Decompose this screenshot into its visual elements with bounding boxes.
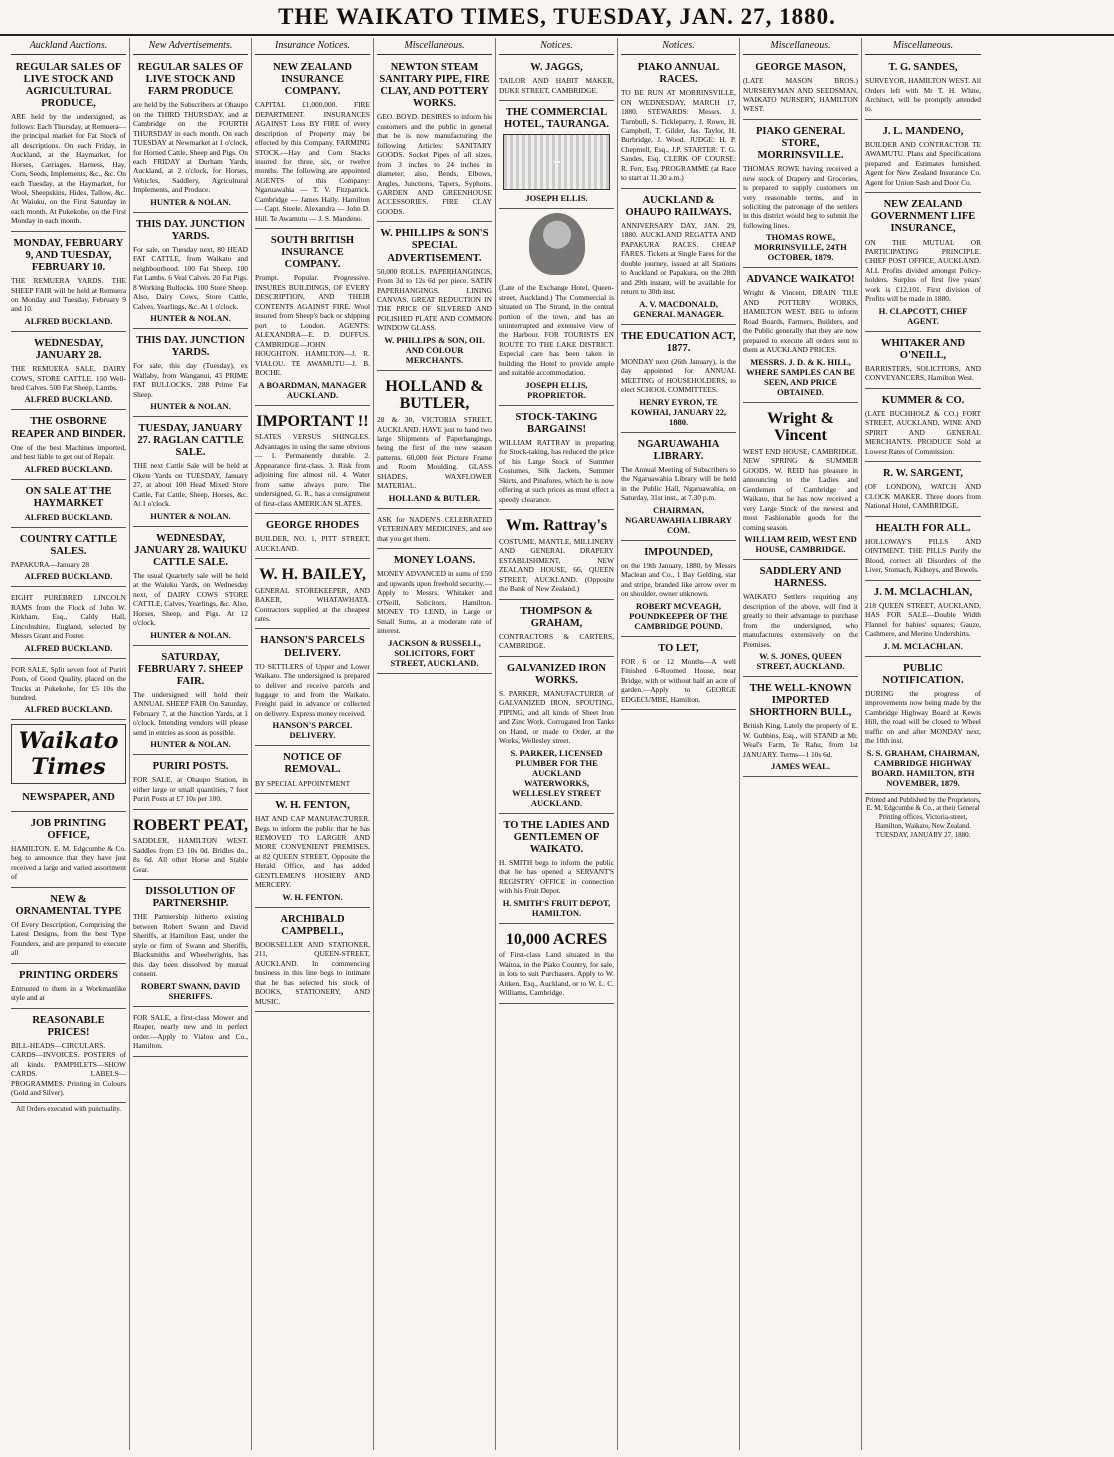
ad-body: WILLIAM RATTRAY in preparing for Stock-taking, has reduced the price of his Large Stock of Summer Costumes, Silk Jackets, Summer Skirts, and Pinafores, which he is now offering at such prices as must effect a speedy clearance. xyxy=(499,437,614,504)
advertisement xyxy=(11,890,126,964)
ad-heading: KUMMER & CO. xyxy=(881,394,965,406)
advertisement xyxy=(133,331,248,417)
ad-body: GENERAL STOREKEEPER, AND BAKER, WHATAWHATA. Contractors supplied at the cheapest rates. xyxy=(255,585,370,623)
ad-body: THE next Cattle Sale will be held at Okete Yards on TUESDAY, January 27, at about 100 Head Mixed Store Cattle, Fat Cattle, Sheep, Horses, &c. At 1 o'clock. xyxy=(133,461,248,509)
ad-body: SLATES VERSUS SHINGLES. Advantages in using the same obvious— 1. Permanently durable. 2. Appearance first-class. 3. Risk from adjoining fire almost nil. 4. Water from same always pure. The undersigned, G. R., has a consignment of first-class AMERICAN SLATES. xyxy=(255,432,370,508)
advertisement xyxy=(11,661,126,721)
advertisement xyxy=(133,1009,248,1057)
column xyxy=(862,38,984,1450)
advertisement xyxy=(743,122,858,268)
advertisement xyxy=(11,412,126,479)
advertisement xyxy=(11,58,126,232)
ad-body: MONEY ADVANCED in sums of £50 and upwards upon freehold security.—Apply to Messrs. Whitaker and O'Neill, Solicitors, Hamilton. MONEY TO LEND, in Large or Small Sums, at a moderate rate of interest. xyxy=(377,569,492,636)
ad-heading: NGARUAWAHIA LIBRARY. xyxy=(637,438,720,462)
advertisement xyxy=(255,516,370,559)
advertisement xyxy=(133,757,248,809)
ad-heading: TO LET, xyxy=(658,642,699,654)
advertisement xyxy=(255,58,370,229)
column-header: Miscellaneous. xyxy=(865,38,981,55)
advertisement xyxy=(377,224,492,370)
ad-signature: HUNTER & NOLAN. xyxy=(150,196,231,207)
ad-signature: W. H. FENTON. xyxy=(282,891,343,902)
advertisement xyxy=(133,58,248,213)
ad-body: DURING the progress of improvements now being made by the Cambridge Highway Board at Kewis Hill, the road will be closed to Wheel traffic on and after MONDAY next, the 10th inst. xyxy=(865,688,981,746)
ad-body: FOR 6 or 12 Months—A well Finished 6-Roomed House, near Bridge, with or without half an acre of garden.—Apply to GEORGE EDGECUMBE, Hamilton. xyxy=(621,656,736,704)
column xyxy=(618,38,740,1450)
ad-heading: HANSON'S PARCELS DELIVERY. xyxy=(260,635,365,659)
waikato-times-banner: Waikato Times xyxy=(11,724,126,784)
advertisement xyxy=(11,234,126,332)
advertisement xyxy=(499,512,614,599)
ad-heading: TO THE LADIES AND GENTLEMEN OF WAIKATO. xyxy=(503,819,610,855)
ad-heading: REASONABLE PRICES! xyxy=(32,1014,105,1038)
ad-body: HAT AND CAP MANUFACTURER. Begs to inform the public that he has REMOVED TO LARGER AND MORE CONVENIENT PREMISES, at 82 QUEEN STREET, Opposite the Herald Office, and has added GENTLEMEN'S HOSIERY AND MERCERY. xyxy=(255,814,370,890)
advertisement xyxy=(377,58,492,222)
ad-body: One of the best Machines imported, and best liable to get out of Repair. xyxy=(11,442,126,462)
column-header: Miscellaneous. xyxy=(743,38,858,55)
advertisement xyxy=(865,659,981,794)
ad-heading: W. PHILLIPS & SON'S SPECIAL ADVERTISEMENT. xyxy=(380,228,489,264)
ad-heading: SOUTH BRITISH INSURANCE COMPANY. xyxy=(270,235,355,271)
ad-body: are held by the Subscribers at Ohaupo on the THIRD THURSDAY, and at Cambridge on the FOURTH THURSDAY in each month. On each TUESDAY at Newmarket at 1 o'clock, for Horned Cattle, Sheep and Pigs. On each FRIDAY at Durham Yards, Auckland, at 2 o'clock, for Horses, Vehicles, Saddlery, Agricultural Implements, and Produce. xyxy=(133,100,248,195)
ad-signature: H. CLAPCOTT, CHIEF AGENT. xyxy=(878,305,968,326)
ad-signature: HOLLAND & BUTLER. xyxy=(388,492,481,503)
ad-signature: ALFRED BUCKLAND. xyxy=(24,704,113,715)
ad-body: FOR SALE, a first-class Mower and Reaper, nearly new and in perfect order.—Apply to Vialou and Co., Hamilton. xyxy=(133,1012,248,1051)
ad-heading: GEORGE MASON, xyxy=(755,62,846,73)
footnote: All Orders executed with punctuality. xyxy=(15,1105,122,1114)
advertisement xyxy=(133,529,248,646)
ad-heading: J. M. MCLACHLAN, xyxy=(873,586,973,598)
ad-signature: ROBERT MCVEAGH, POUNDKEEPER OF THE CAMBRIDGE POUND. xyxy=(629,600,728,631)
advertisement xyxy=(621,435,736,541)
ad-body: BOOKSELLER AND STATIONER, 211, QUEEN-STREET, AUCKLAND. In commencing business in this line begs to intimate that he has selected his stock of BOOKS, STATIONERY, AND MUSIC. xyxy=(255,939,370,1006)
ad-heading: COUNTRY CATTLE SALES. xyxy=(19,533,118,557)
advertisement xyxy=(11,334,126,411)
advertisement xyxy=(621,639,736,710)
ad-heading: Wm. Rattray's xyxy=(505,517,608,535)
ad-heading: ADVANCE WAIKATO! xyxy=(746,274,855,286)
ad-heading: THE COMMERCIAL HOTEL, TAURANGA. xyxy=(504,107,609,131)
ad-heading: MONEY LOANS. xyxy=(393,555,476,567)
ad-body: Entrusted to them in a Workmanlike style and at xyxy=(11,983,126,1003)
ad-heading: HOLLAND & BUTLER, xyxy=(385,377,484,413)
ad-body: FOR SALE, at Ohaupo Station, in either large or small quantities, 7 foot Puriri Posts at £7 10s per 100. xyxy=(133,775,248,804)
advertisement xyxy=(255,231,370,405)
ad-body: BY SPECIAL APPOINTMENT xyxy=(255,778,351,788)
ad-heading: PRINTING ORDERS xyxy=(19,969,118,981)
ad-body: Prompt. Popular. Progressive. INSURES BUILDINGS, OF EVERY DESCRIPTION, AND THEIR CONTENTS AGAINST FIRE. Wool insured from Sheep's back or shipping port to London. AGENTS: ALEXANDRA—E. D. DUFFUS. CAMBRIDGE—JOHN HOUGHTON. HAMILTON—J. R. VIALOU. TE AWAMUTU—J. B. ROCHE. xyxy=(255,273,370,378)
ad-body: (LATE MASON BROS.) NURSERYMAN AND SEEDSMAN, WAIKATO NURSERY, HAMILTON WEST. xyxy=(743,76,858,114)
ad-signature: JAMES WEAL. xyxy=(771,761,830,772)
ad-body: ANNIVERSARY DAY, JAN. 29, 1880. AUCKLAND REGATTA AND PAPAKURA RACES. CHEAP FARES. Tickets at Single Fares for the double journey, issued at all Stations to Auckland or Papakura, on the 28th and 29th instant, will be available for return to 30th inst. xyxy=(621,220,736,297)
advertisement xyxy=(11,966,126,1009)
ad-heading: THIS DAY. JUNCTION YARDS. xyxy=(136,218,245,242)
ad-body: Wright & Vincent, DRAIN TILE AND POTTERY WORKS, HAMILTON WEST. BEG to inform Road Boards, Farmers, Builders, and the Public generally that they are now prepared to execute all orders sent to them at AUCKLAND PRICES. xyxy=(743,288,858,355)
column xyxy=(496,38,618,1450)
ad-heading: AUCKLAND & OHAUPO RAILWAYS. xyxy=(625,194,732,218)
ad-signature: W. S. JONES, QUEEN STREET, AUCKLAND. xyxy=(756,651,845,672)
column-header: New Advertisements. xyxy=(133,38,248,55)
ad-body: ON THE MUTUAL OR PARTICIPATING PRINCIPLE. CHIEF POST OFFICE, AUCKLAND. ALL Profits divided amongst Policy-holders. Surplus of first five years' work is £12,101. First division of Profits will be made in 1880. xyxy=(865,237,981,304)
column xyxy=(252,38,374,1450)
ad-heading: R. W. SARGENT, xyxy=(882,468,964,480)
ad-signature: HANSON'S PARCEL DELIVERY. xyxy=(272,720,353,741)
ad-heading: ROBERT PEAT, xyxy=(133,816,249,834)
ad-body: (OF LONDON), WATCH AND CLOCK MAKER. Three doors from National Hotel, CAMBRIDGE. xyxy=(865,482,981,511)
advertisement xyxy=(499,816,614,924)
ad-heading: NEW & ORNAMENTAL TYPE xyxy=(15,893,122,917)
ad-signature: CHAIRMAN, NGARUAWAHIA LIBRARY COM. xyxy=(625,504,732,535)
ad-body: WEST END HOUSE, CAMBRIDGE. NEW SPRING & SUMMER GOODS. W. REID has pleasure in announcing to the Ladies and Gentlemen of Cambridge and Waikato, that he has now received a very Large Stock of the newest and most Fashionable goods for the coming season. xyxy=(743,446,858,532)
ad-body: The undersigned will hold their ANNUAL SHEEP FAIR On Saturday, February 7, at the Junction Yards, at 1 o'clock. Intending vendors will please send in entries as soon as possible. xyxy=(133,690,248,737)
ad-heading: 10,000 ACRES xyxy=(505,930,608,948)
ad-body: H. SMITH begs to inform the public that he has opened a SERVANT'S REGISTRY OFFICE in connection with his Fruit Depot. xyxy=(499,857,614,896)
illustration-label xyxy=(554,161,560,163)
column-header: Notices. xyxy=(621,38,736,55)
ad-signature: MESSRS. J. D. & K. HILL, WHERE SAMPLES CAN BE SEEN, AND PRICE OBTAINED. xyxy=(746,356,855,397)
ad-heading: NEW ZEALAND GOVERNMENT LIFE INSURANCE, xyxy=(870,199,976,235)
ad-body: SURVEYOR, HAMILTON WEST. All Orders left with Mr T. H. White, Architect, will be promptly attended to. xyxy=(865,76,981,114)
advertisement xyxy=(499,659,614,814)
advertisement xyxy=(499,602,614,657)
ad-body: HOLLOWAY'S PILLS AND OINTMENT. THE PILLS Purify the Blood, correct all Disorders of the Liver, Stomach, Kidneys, and Bowels. xyxy=(865,536,981,575)
column-header: Notices. xyxy=(499,38,614,55)
ad-body: S. PARKER, MANUFACTURER of GALVANIZED IRON, SPOUTING, PIPING, and all kinds of Sheet Iron and Zinc Work. Corrugated Iron Tanks on Hand, or made to Order, at the Works, Wellesley street. xyxy=(499,688,614,746)
ad-heading: PURIRI POSTS. xyxy=(152,761,229,773)
advertisement xyxy=(377,511,492,549)
ad-body: For sale, on Tuesday next, 80 HEAD FAT CATTLE, from Waikato and neighbourhood. 100 Fat Sheep. 100 Fat Lambs. 6 Veal Calves. 20 Fat Pigs. 8 Working Bullocks. 100 Store Sheep. Also, Dairy Cows, Store Cattle, Calves, Yearlings, &c. At 1 o'clock. xyxy=(133,245,248,311)
column xyxy=(740,38,862,1450)
ad-body: PAPAKURA—January 28 xyxy=(11,559,90,569)
ad-body: TAILOR AND HABIT MAKER, DUKE STREET, CAMBRIDGE. xyxy=(499,76,614,95)
ad-signature: S. PARKER, LICENSED PLUMBER FOR THE AUCKLAND WATERWORKS, WELLESLEY STREET AUCKLAND. xyxy=(510,747,603,808)
ad-heading: IMPOUNDED, xyxy=(644,546,713,558)
ad-body: For sale, this day (Tuesday), ex Wallaby, from Wanganui, 43 PRIME FAT BULLOCKS, 288 Prime Fat Sheep. xyxy=(133,361,248,399)
ad-body: MONDAY next (26th January), is the day appointed for ANNUAL MEETING of HOUSEHOLDERS, to elect SCHOOL COMMITTEES. xyxy=(621,356,736,395)
ad-body: BILL-HEADS—CIRCULARS. CARDS—INVOICES. POSTERS of all kinds. PAMPHLETS—SHOW CARDS. LABELS—PROGRAMMES. Printing in Colours (Gold and Silver). xyxy=(11,1040,126,1097)
ad-body: 28 & 30, VICTORIA STREET, AUCKLAND. HAVE just to hand two large Shipments of Paperhangings, being the first of the new season patterns. 60,000 feet Picture Frame and Room Moulding. GLASS SHADES, WAXFLOWER MATERIAL. xyxy=(377,415,492,491)
ad-heading: THE WELL-KNOWN IMPORTED SHORTHORN BULL, xyxy=(749,683,852,719)
ad-heading: W. JAGGS, xyxy=(530,62,583,73)
advertisement xyxy=(865,334,981,389)
ad-heading: NEW ZEALAND INSURANCE COMPANY. xyxy=(273,62,352,98)
columns xyxy=(8,38,1106,1450)
ad-heading: PIAKO GENERAL STORE, MORRINSVILLE. xyxy=(756,125,845,162)
advertisement xyxy=(255,561,370,629)
advertisement xyxy=(377,551,492,673)
ad-signature: ALFRED BUCKLAND. xyxy=(24,511,113,522)
ad-heading: WEDNESDAY, JANUARY 28. xyxy=(34,337,103,361)
ad-heading: GALVANIZED IRON WORKS. xyxy=(507,662,606,686)
column-header: Auckland Auctions. xyxy=(11,38,126,55)
ad-signature: JOSEPH ELLIS, PROPRIETOR. xyxy=(525,379,588,400)
advertisement xyxy=(499,58,614,101)
advertisement xyxy=(743,562,858,677)
ad-heading: WHITAKER AND O'NEILL, xyxy=(880,337,966,361)
ad-body: TO BE RUN AT MORRINSVILLE, ON WEDNESDAY, MARCH 17, 1880. STEWARDS: Messrs. J. Turnbull, S. Tickleparry, J. Rowe, H. Campbell, T. Gilder, Jas. Taylor, H. Burbridge, J. Wood. JUDGE: H. P. Chepmell, Esq., J.P. STARTER: T. G. Sandes, Esq. CLERK OF COURSE: R. Ferr, Esq. PROGRAMME (at Race to start at 11.30 a.m.) xyxy=(621,88,736,183)
ad-heading: J. L. MANDENO, xyxy=(882,125,964,137)
ad-body: THE REMUERA YARDS. THE SHEEP FAIR will be held at Remuera on Monday and Tuesday, February 9 and 10. xyxy=(11,276,126,314)
ad-heading: NEWSPAPER, AND xyxy=(22,792,115,804)
portrait-engraving-icon xyxy=(529,213,585,275)
ad-signature: W. PHILLIPS & SON, OIL AND COLOUR MERCHANTS. xyxy=(384,334,485,365)
ad-heading: TUESDAY, JANUARY 27. RAGLAN CATTLE SALE. xyxy=(137,423,244,459)
ad-heading: W. H. BAILEY, xyxy=(259,565,366,583)
ad-signature: JACKSON & RUSSELL, SOLICITORS, FORT STREET, AUCKLAND. xyxy=(388,637,481,668)
ad-signature: ALFRED BUCKLAND. xyxy=(24,642,113,653)
advertisement xyxy=(865,519,981,581)
ad-signature: WILLIAM REID, WEST END HOUSE, CAMBRIDGE. xyxy=(744,534,857,555)
column-header: Miscellaneous. xyxy=(377,38,492,55)
ad-signature: THOMAS ROWE, MORRINSVILLE, 24TH OCTOBER, 1879. xyxy=(754,232,847,263)
imprint: Printed and Published by the Proprietors, E. M. Edgcumbe & Co., at their General Printing offices, Victoria-street, Hamilton, Waikato, New Zealand. TUESDAY, JANUARY 27, 1880. xyxy=(865,795,981,839)
ad-signature: HUNTER & NOLAN. xyxy=(150,401,231,412)
ad-body: ASK for NADEN'S CELEBRATED VETERINARY MEDICINES, and see that you get them. xyxy=(377,514,492,543)
ad-body: BUILDER AND CONTRACTOR TE AWAMUTU. Plans and Specifications prepared and Estimates furnished. Agent for New Zealand Insurance Co. Agent for Union Sash and Door Co. xyxy=(865,140,981,187)
ad-signature: ROBERT SWANN, DAVID SHERIFFS. xyxy=(140,980,241,1001)
advertisement xyxy=(499,408,614,510)
ad-body: BARRISTERS, SOLICITORS, AND CONVEYANCERS, Hamilton West. xyxy=(865,363,981,383)
ad-heading: REGULAR SALES OF LIVE STOCK AND FARM PRODUCE xyxy=(137,62,244,98)
advertisement xyxy=(621,58,736,189)
advertisement xyxy=(255,796,370,908)
ad-signature: ALFRED BUCKLAND. xyxy=(24,463,113,474)
advertisement xyxy=(255,631,370,746)
advertisement xyxy=(743,405,858,560)
advertisement xyxy=(865,583,981,657)
advertisement xyxy=(621,327,736,433)
ad-body: Of Every Description, Comprising the Latest Designs, from the best Type Founders, and are prepared to execute all xyxy=(11,919,126,958)
ad-body: 218 QUEEN STREET, AUCKLAND, HAS FOR SALE—Double Width Flannel for babies' squares; Gauze, Cashmere, and Merino Undershirts. xyxy=(865,600,981,639)
ad-body: FOR SALE, Split seven foot of Puriri Posts, of Good Quality, placed on the Trucks at Pukekohe, for £5 10s the hundred. xyxy=(11,664,126,702)
column xyxy=(8,38,130,1450)
ad-heading: SADDLERY AND HARNESS. xyxy=(759,566,842,590)
advertisement xyxy=(743,270,858,402)
ad-body: CAPITAL £1,000,000. FIRE DEPARTMENT. INSURANCES AGAINST Loss BY FIRE of every description of Property may be effected by this Company. FARMING STOCK.—Hay and Corn Stacks insured for three, six, or twelve months. The following are appointed AGENTS of this Company: Ngaruawahia — T. V. Fitzpatrick. Cambridge — James Hally. Hamilton — Capt. Steele. Alexandra — John D. Hill. Te Awamutu — J. S. Mandeno. xyxy=(255,100,370,223)
advertisement xyxy=(11,482,126,528)
ad-body: (LATE BUCHHOLZ & CO.) FORT STREET, AUCKLAND, WINE AND SPIRIT AND GENERAL MERCHANTS. PRODUCE Sold at Lowest Rates of Commission. xyxy=(865,408,981,456)
ad-heading: THIS DAY. JUNCTION YARDS. xyxy=(136,335,245,359)
advertisement xyxy=(377,373,492,509)
advertisement xyxy=(499,926,614,1004)
ad-heading: Wright & Vincent xyxy=(767,409,834,445)
ad-heading: WEDNESDAY, JANUARY 28. WAIUKU CATTLE SALE. xyxy=(134,532,247,568)
ad-heading: IMPORTANT !! xyxy=(256,412,369,430)
ad-body: CONTRACTORS & CARTERS, CAMBRIDGE. xyxy=(499,631,614,651)
ad-heading: THOMPSON & GRAHAM, xyxy=(520,605,593,629)
ad-body: HAMILTON. E. M. Edgcumbe & Co. beg to announce that they have just received a large and varied assortment of xyxy=(11,843,126,882)
ad-heading: HEALTH FOR ALL. xyxy=(875,522,971,534)
ad-heading: DISSOLUTION OF PARTNERSHIP. xyxy=(145,886,236,910)
ad-body: TO SETTLERS of Upper and Lower Waikato. The undersigned is prepared to deliver and receive parcels and luggage to and from the Waikato. Freight paid in advance or collected on delivery. Express money received. xyxy=(255,661,370,718)
advertisement xyxy=(865,122,981,193)
ad-body: (Late of the Exchange Hotel, Queen-street, Auckland.) The Commercial is situated on The Strand, in the central portion of the town, and has an uninterrupted and extensive view of the Harbour. FOR TOURISTS EN ROUTE TO THE LAKE DISTRICT. Especial care has been taken in building the Hotel to provide ample and suitable accommodation. xyxy=(499,283,614,378)
ad-signature: A. V. MACDONALD, GENERAL MANAGER. xyxy=(633,298,724,319)
advertisement xyxy=(11,589,126,658)
advertisement xyxy=(133,648,248,756)
ad-heading: W. H. FENTON, xyxy=(275,799,350,811)
ad-heading: PIAKO ANNUAL RACES. xyxy=(637,62,720,86)
advertisement xyxy=(133,882,248,1006)
ad-body: WAIKATO Settlers requiring any description of the above, will find it greatly to their advantage to purchase from the undersigned, who manufactures extensively on the Premises. xyxy=(743,592,858,649)
ad-heading: NOTICE OF REMOVAL. xyxy=(283,752,342,776)
ad-heading: NEWTON STEAM SANITARY PIPE, FIRE CLAY, AND POTTERY WORKS. xyxy=(379,62,490,110)
ad-body: EIGHT PUREBRED LINCOLN RAMS from the Flock of John W. Kirkham, Esq., Caldy Hall, Lincolnshire, England, selected by Messrs Grant and Foster. xyxy=(11,593,126,641)
ad-body: on the 19th January, 1880, by Messrs Maclean and Co., 1 Bay Gelding, star and stripe, branded like arrow over m on shoulder, owner unknown. xyxy=(621,560,736,599)
column xyxy=(374,38,496,1450)
advertisement xyxy=(11,788,126,811)
advertisement xyxy=(255,408,370,514)
ad-heading: STOCK-TAKING BARGAINS! xyxy=(515,411,598,435)
ad-signature: H. SMITH'S FRUIT DEPOT, HAMILTON. xyxy=(502,897,611,918)
advertisement xyxy=(865,58,981,120)
ad-signature: ALFRED BUCKLAND. xyxy=(24,394,113,405)
ad-signature: HUNTER & NOLAN. xyxy=(150,510,231,521)
advertisement xyxy=(621,543,736,637)
ad-heading: ON SALE AT THE HAYMARKET xyxy=(25,485,112,509)
ad-heading: MONDAY, FEBRUARY 9, AND TUESDAY, FEBRUARY 10. xyxy=(13,237,124,273)
ad-signature: ALFRED BUCKLAND. xyxy=(24,315,113,326)
column xyxy=(130,38,252,1450)
advertisement xyxy=(743,679,858,777)
ad-heading: PUBLIC NOTIFICATION. xyxy=(882,662,964,686)
ad-heading: SATURDAY, FEBRUARY 7. SHEEP FAIR. xyxy=(137,651,244,687)
advertisement xyxy=(865,391,981,462)
ad-body: THE Partnership hitherto existing between Robert Swann and David Sheriffs, at Hamilton East, under the style or firm of Swann and Sheriffs, Blacksmiths and Wheelwrights, has this day been dissolved by mutual consent. xyxy=(133,912,248,979)
advertisement xyxy=(255,910,370,1012)
ad-body: ARE held by the undersigned, as follows: Each Thursday, at Remuera—the principal market for Fat Stock of all descriptions. On each Friday, in Auckland, at the Haymarket, for Horses, Carriages, Harness, Hay, Corn, Seeds, Implements, &c., &c. On each Tuesday, at the Haymarket, for Wool, Sheepskins, Hides, Tallow, &c. At Waiuku, on the First Saturday in each month. At Pukekohe, on the First Monday in each month. xyxy=(11,112,126,226)
ad-heading: THE EDUCATION ACT, 1877. xyxy=(621,330,736,354)
ad-body: THE REMUERA SALE. DAIRY COWS, STORE CATTLE. 150 Well-bred Calves. 500 Fat Sheep, Lambs. xyxy=(11,364,126,392)
ad-signature: S. S. GRAHAM, CHAIRMAN, CAMBRIDGE HIGHWAY BOARD. HAMILTON, 8TH NOVEMBER, 1879. xyxy=(866,747,980,788)
ad-body: of First-class Land situated in the Waitoa, in the Piako Country, for sale, in lots to suit Purchasers. Apply to W. Aitken, Esq., Auckland, or to W. L. C. Williams, Cambridge. xyxy=(499,950,614,998)
column-header: Insurance Notices. xyxy=(255,38,370,55)
advertisement xyxy=(255,748,370,794)
ad-signature: HUNTER & NOLAN. xyxy=(150,739,231,750)
ad-heading: THE OSBORNE REAPER AND BINDER. xyxy=(11,416,126,440)
ad-signature: A BOARDMAN, MANAGER AUCKLAND. xyxy=(258,379,367,400)
ad-body: SADDLER, HAMILTON WEST. Saddles from £3 10s 0d. Bridles do., 8s 6d. All other Horse and Stable Gear. xyxy=(133,836,248,874)
ad-heading: REGULAR SALES OF LIVE STOCK AND AGRICULTURAL PRODUCE, xyxy=(15,62,122,110)
ad-heading: ARCHIBALD CAMPBELL, xyxy=(280,913,345,937)
advertisement xyxy=(621,191,736,325)
ad-body: COSTUME, MANTLE, MILLINERY AND GENERAL DRAPERY ESTABLISHMENT, NEW ZEALAND HOUSE, 66, QUEEN STREET, AUCKLAND. (Opposite the Bank of New Zealand.) xyxy=(499,536,614,594)
ad-body: The usual Quarterly sale will be held at the Waiuku Yards, on Wednesday next, of DAIRY COWS STORE CATTLE, Calves, Yearlings, &c. Also, Horses, Sheep, and Pigs. At 12 o'clock. xyxy=(133,571,248,628)
advertisement xyxy=(11,1011,126,1104)
ad-signature: HUNTER & NOLAN. xyxy=(150,629,231,640)
ad-signature: ALFRED BUCKLAND. xyxy=(24,571,113,582)
ad-signature: J. M. MCLACHLAN. xyxy=(883,640,963,651)
advertisement xyxy=(133,215,248,329)
ad-heading: JOB PRINTING OFFICE, xyxy=(30,817,107,841)
masthead xyxy=(0,0,1114,36)
ad-body: BUILDER, NO. 1, PITT STREET, AUCKLAND. xyxy=(255,534,370,553)
ad-signature: HUNTER & NOLAN. xyxy=(150,313,231,324)
masthead-title: THE WAIKATO TIMES, TUESDAY, JAN. 27, 1880. xyxy=(278,4,836,29)
ad-body: 50,000 ROLLS. PAPERHANGINGS, From 3d to 12s 6d per piece. SATIN PAPERHANGINGS. LINING CANVAS. GREAT REDUCTION IN THE PRICE OF SILVERED AND POLISHED PLATE AND COMMON WINDOW GLASS. xyxy=(377,266,492,333)
ad-signature: JOSEPH ELLIS. xyxy=(525,193,588,204)
advertisement xyxy=(499,103,614,209)
advertisement xyxy=(133,812,248,880)
ad-body: British King, Lately the property of E. W. Gubbins, Esq., will STAND at Mr. Weal's Farm, Te Rahu, from 1st JANUARY. Terms—1 10s 6d. xyxy=(743,721,858,759)
advertisement xyxy=(865,195,981,331)
advertisement xyxy=(11,530,126,588)
advertisement xyxy=(133,419,248,527)
advertisement xyxy=(499,279,614,406)
ad-signature: HENRY EYRON, TE KOWHAI, JANUARY 22, 1880. xyxy=(630,396,727,427)
hotel-illustration-icon xyxy=(503,134,610,190)
ad-body: GEO. BOYD. DESIRES to inform his customers and the public in general that he is now manufacturing the following Articles: SANITARY GOODS. Socket Pipes of all sizes, from 3 inches to 24 inches in diameter; also, Bends, Elbows, Angles, Junctions, Tapers, Syphons. GARDEN AND GREENHOUSE ACCESSORIES. FIRE CLAY GOODS. xyxy=(377,112,492,216)
advertisement xyxy=(743,58,858,120)
advertisement xyxy=(11,814,126,888)
ad-heading: T. G. SANDES, xyxy=(888,62,958,73)
ad-body: The Annual Meeting of Subscribers to the Ngaruawahia Library will be held in the Public Hall, Ngaruawahia, on Saturday, 31st inst., at 7.30 p.m. xyxy=(621,464,736,503)
ad-body: THOMAS ROWE having received a new stock of Drapery and Groceries, is prepared to supply customers on very reasonable terms, and in soliciting the patronage of the settlers in this district would beg to submit the following lines. xyxy=(743,164,858,230)
advertisement xyxy=(865,464,981,516)
ad-heading: GEORGE RHODES xyxy=(265,519,360,531)
